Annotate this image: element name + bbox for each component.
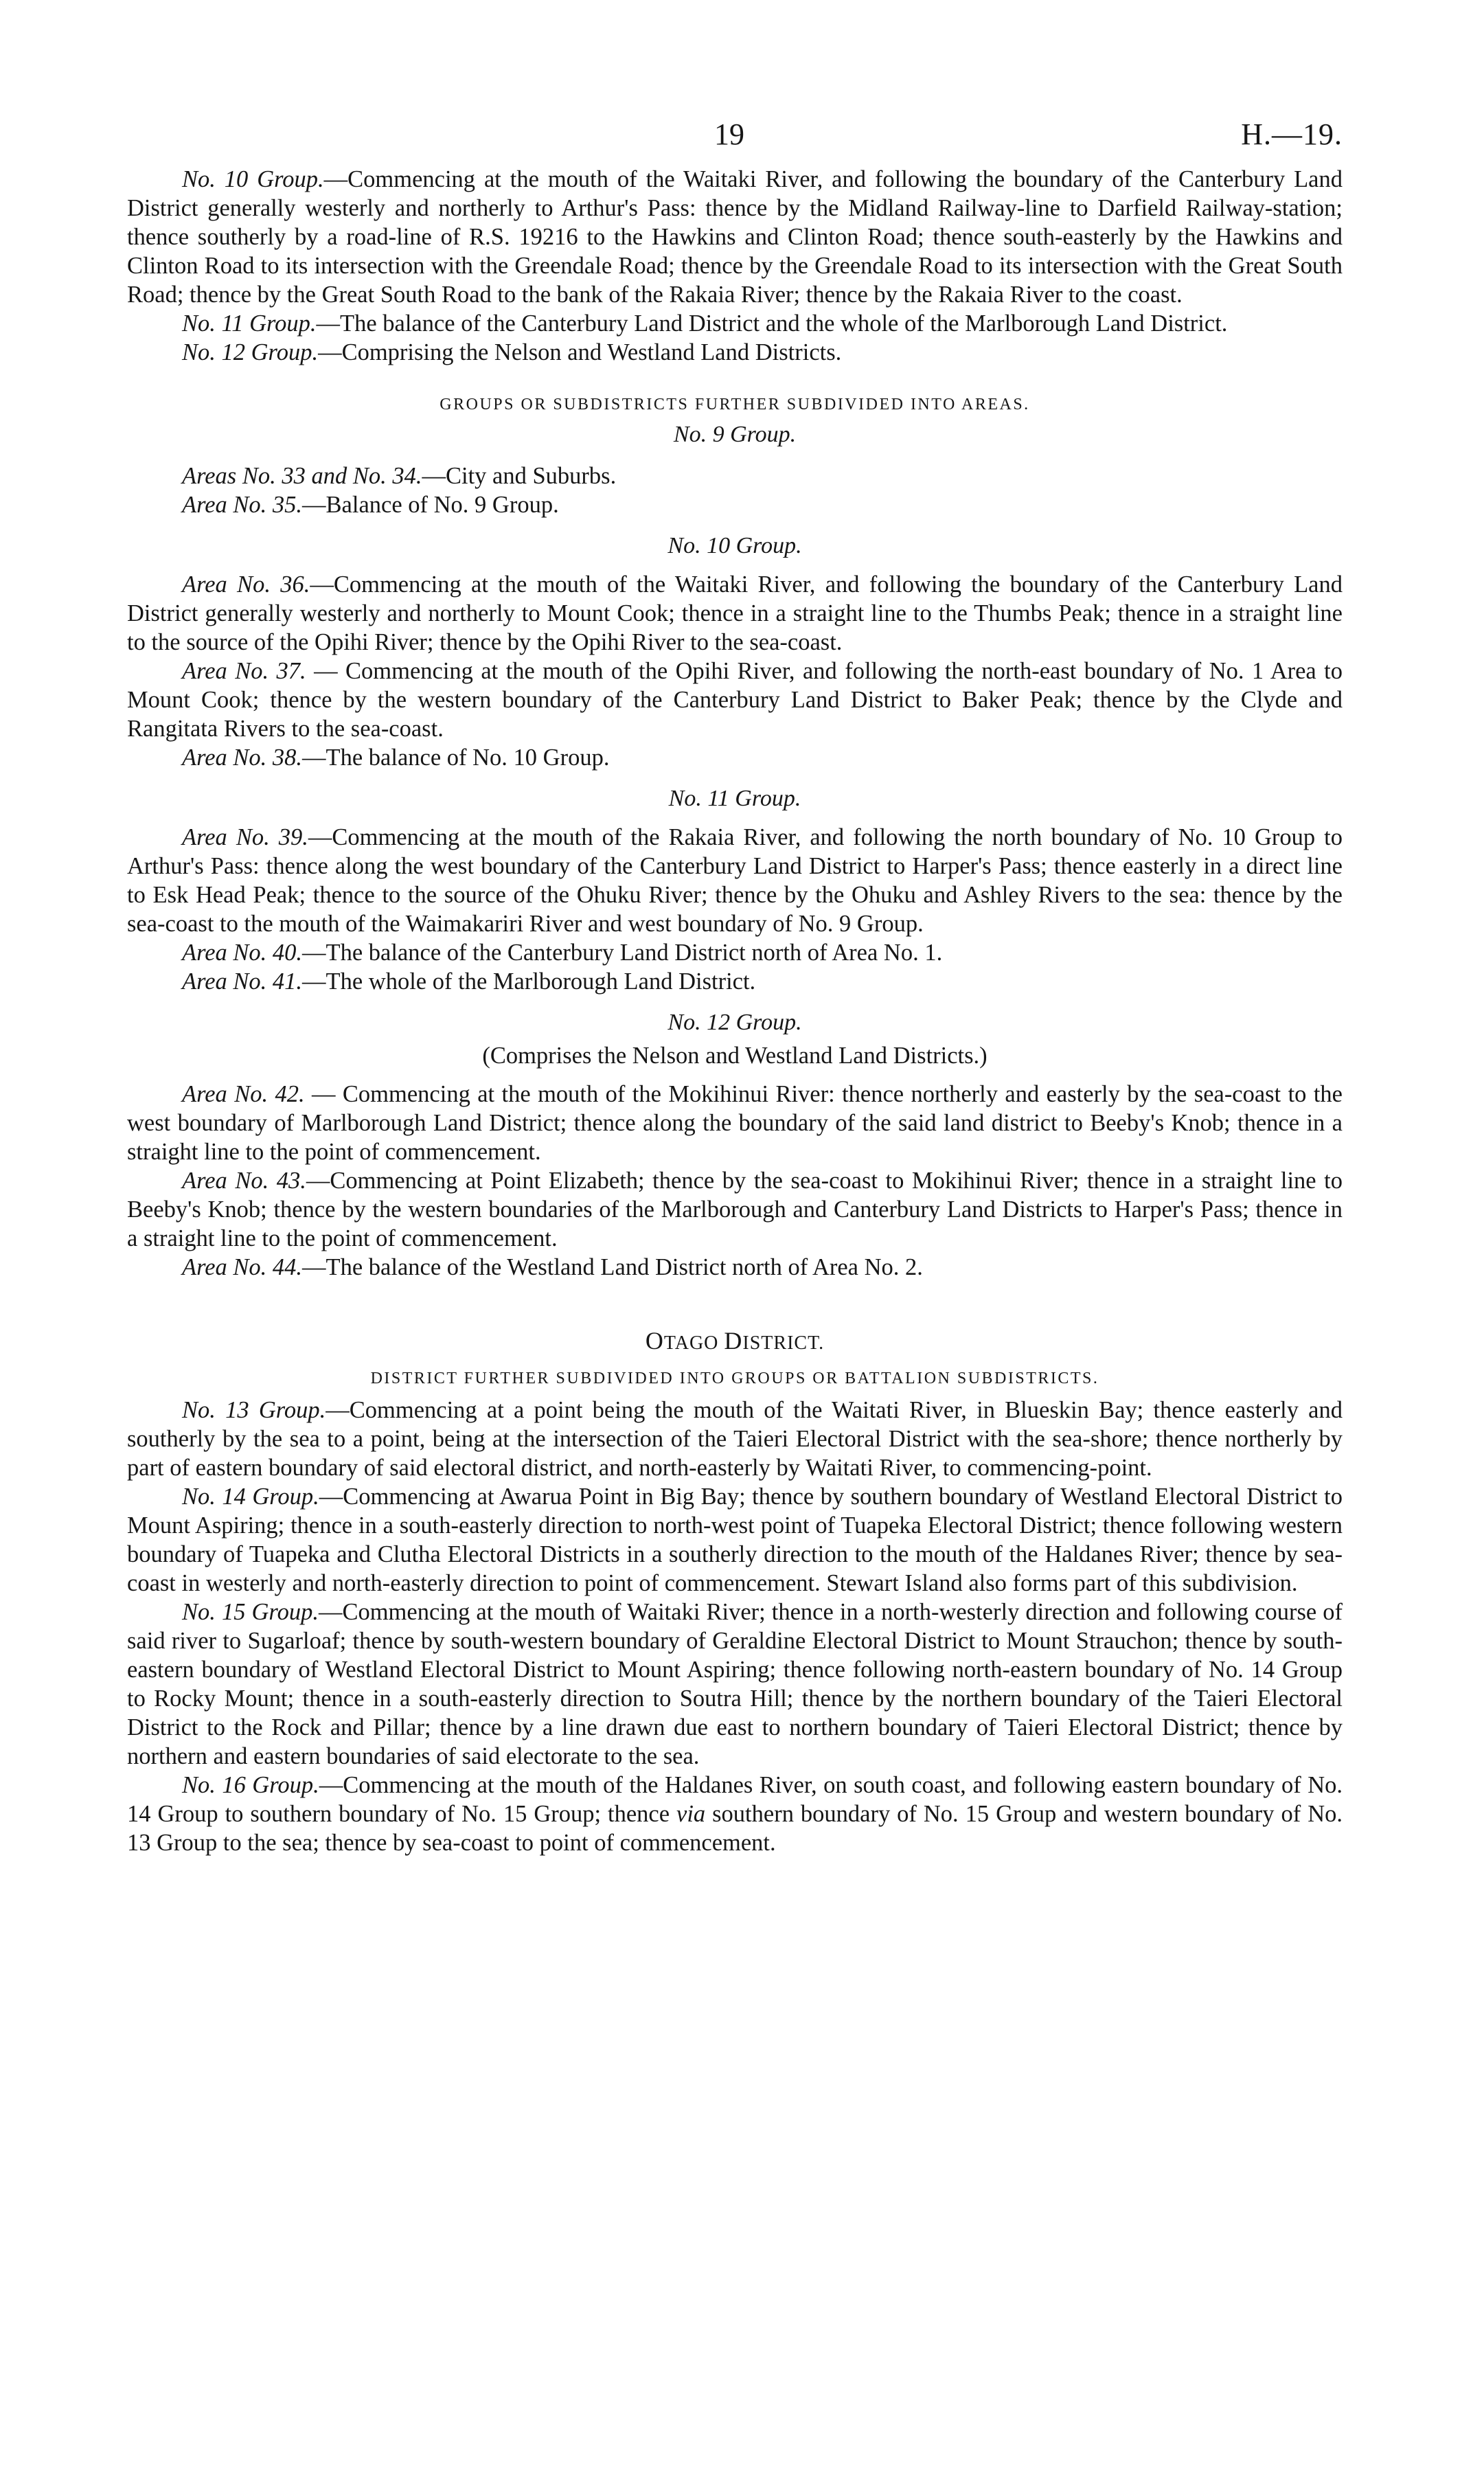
paragraph-text: —Commencing at the mouth of the Waitaki River, and following the boundary of the Canterbury Land District generally westerly and northerly to Arthur's Pass: thence by the Midland Railway-line to Darfield Railway-station; thence southerly by a road-line of R.S. 19216 to the Hawkins and Clinton Road; thence south-easterly by the Hawkins and Clinton Road to its intersection with the Greendale Road; thence by the Greendale Road to its intersection with the Great South Road; thence by the Great South Road to the bank of the Rakaia River; thence by the Rakaia River to the coast.: [127, 166, 1343, 308]
paragraph-area-38: [127, 743, 1343, 772]
paragraph-text: —Commencing at the mouth of the Rakaia River, and following the north boundary of No. 10 Group to Arthur's Pass: thence along the west boundary of the Canterbury Land District to Harper's Pass; thence easterly in a direct line to Esk Head Peak; thence to the source of the Ohuku River; thence by the Ohuku and Ashley Rivers to the sea: thence by the sea-coast to the mouth of the Waimakariri River and west boundary of No. 9 Group.: [127, 824, 1343, 937]
paragraph-text: — Commencing at the mouth of the Mokihinui River: thence northerly and easterly by the sea-coast to the west boundary of Marlborough Land District; thence along the boundary of the said land district to Beeby's Knob; thence in a straight line to the point of commencement.: [127, 1081, 1343, 1165]
paragraph-area-44: [127, 1253, 1343, 1282]
paragraph-lead: Area No. 36.: [182, 571, 310, 598]
canterbury-groups: [127, 165, 1343, 367]
paragraph-area-41: [127, 967, 1343, 996]
paragraph-text: —The balance of the Canterbury Land District and the whole of the Marlborough Land District.: [316, 310, 1228, 337]
paragraph-lead: No. 14 Group.: [182, 1484, 319, 1510]
group-subtitle-12: (Comprises the Nelson and Westland Land Districts.): [482, 1043, 988, 1069]
paragraph-lead: No. 11 Group.: [182, 310, 317, 337]
paragraph-text: —Commencing at Awarua Point in Big Bay; thence by southern boundary of Westland Electoral District to Mount Aspiring; thence in a south-easterly direction to north-west point of Tuapeka Electoral District; thence following western boundary of Tuapeka and Clutha Electoral Districts in a southerly direction to the mouth of the Haldanes River; thence by sea-coast in westerly and north-easterly direction to point of commencement. Stewart Island also forms part of this subdivision.: [127, 1484, 1343, 1596]
paragraph-text: —The balance of the Canterbury Land District north of Area No. 1.: [302, 940, 943, 966]
paragraph-area-37: [127, 657, 1343, 743]
paragraph-text: —The balance of the Westland Land District north of Area No. 2.: [302, 1254, 923, 1280]
paragraph-area-43: [127, 1166, 1343, 1253]
paragraph-text: —The whole of the Marlborough Land District.: [302, 968, 756, 995]
paragraph-lead: Area No. 38.: [182, 745, 303, 771]
paragraph-lead: Area No. 37.: [182, 658, 306, 684]
paragraph-text: —Balance of No. 9 Group.: [302, 492, 559, 518]
paragraph-lead: No. 13 Group.: [182, 1397, 326, 1423]
paragraph-text: —Commencing at Point Elizabeth; thence by the sea-coast to Mokihinui River; thence in a straight line to Beeby's Knob; thence by the western boundaries of the Marlborough and Canterbury Land Districts to Harper's Pass; thence in a straight line to the point of commencement.: [127, 1168, 1343, 1251]
paragraph-area-42: [127, 1080, 1343, 1166]
paragraph-area-40: [127, 938, 1343, 967]
section-heading-areas: GROUPS OR SUBDISTRICTS FURTHER SUBDIVIDED INTO AREAS.: [440, 396, 1030, 413]
paragraph-text: —Commencing at the mouth of the Waitaki River, and following the boundary of the Canterbury Land District generally westerly and northerly to Mount Cook; thence in a straight line to the Thumbs Peak; thence in a straight line to the source of the Opihi River; thence by the Opihi River to the sea-coast.: [127, 571, 1343, 655]
paragraph-group-16: [127, 1771, 1343, 1857]
document-page: [127, 103, 1343, 1857]
heading-smallcaps: TAGO: [663, 1332, 724, 1354]
group-heading-11: No. 11 Group.: [668, 786, 801, 811]
paragraph-group-10: [127, 165, 1343, 309]
district-subheading: DISTRICT FURTHER SUBDIVIDED INTO GROUPS OR BATTALION SUBDISTRICTS.: [370, 1370, 1099, 1387]
paragraph-text: —City and Suburbs.: [422, 463, 617, 489]
document-reference: H.—19.: [1241, 117, 1343, 151]
paragraph-lead: No. 10 Group.: [182, 166, 324, 192]
heading-initial: O: [645, 1327, 664, 1354]
paragraph-lead: Area No. 40.: [182, 940, 303, 966]
heading-smallcaps: ISTRICT.: [742, 1332, 825, 1354]
paragraph-text: —Commencing at the mouth of Waitaki River; thence in a north-westerly direction and following course of said river to Sugarloaf; thence by south-western boundary of Geraldine Electoral District to Mount Strauchon; thence by south-eastern boundary of Westland Electoral District to Mount Aspiring; thence following north-eastern boundary of No. 14 Group to Rocky Mount; thence in a south-easterly direction to Soutra Hill; thence by the northern boundary of the Taieri Electoral District to the Rock and Pillar; thence by a line drawn due east to northern boundary of Taieri Electoral District; thence by northern and eastern boundaries of said electorate to the sea.: [127, 1599, 1343, 1769]
paragraph-areas-33-34: [127, 462, 1343, 490]
paragraph-lead: No. 12 Group.: [182, 339, 319, 365]
paragraph-text: —Commencing at a point being the mouth of the Waitati River, in Blueskin Bay; thence easterly and southerly by the sea to a point, being at the intersection of the Taieri Electoral District with the sea-shore; thence northerly by part of eastern boundary of said electoral district, and north-easterly by Waitati River, to commencing-point.: [127, 1397, 1343, 1481]
paragraph-text: southern boundary of No. 15 Group and western boundary of No. 13 Group to the sea; thence by sea-coast to point of commencement.: [127, 1801, 1343, 1856]
group-heading-12: No. 12 Group.: [667, 1010, 802, 1035]
heading-initial: D: [724, 1327, 743, 1354]
paragraph-group-15: [127, 1598, 1343, 1771]
paragraph-text: —The balance of No. 10 Group.: [302, 745, 610, 771]
paragraph-lead: Area No. 35.: [182, 492, 303, 518]
page-header: [127, 103, 1343, 165]
paragraph-lead: No. 16 Group.: [182, 1772, 319, 1798]
paragraph-lead: Area No. 44.: [182, 1254, 303, 1280]
paragraph-group-11: [127, 309, 1343, 338]
district-heading-otago: [127, 1326, 1343, 1359]
paragraph-group-12: [127, 338, 1343, 367]
paragraph-area-35: [127, 490, 1343, 519]
group-heading-9: No. 9 Group.: [673, 422, 797, 447]
paragraph-area-36: [127, 570, 1343, 657]
paragraph-lead: Area No. 39.: [182, 824, 308, 850]
paragraph-lead: Areas No. 33 and No. 34.: [182, 463, 422, 489]
paragraph-text: — Commencing at the mouth of the Opihi River, and following the north-east boundary of No. 1 Area to Mount Cook; thence by the western boundary of the Canterbury Land District to Baker Peak; thence by the Clyde and Rangitata Rivers to the sea-coast.: [127, 658, 1343, 742]
paragraph-lead: No. 15 Group.: [182, 1599, 319, 1625]
paragraph-group-14: [127, 1482, 1343, 1598]
paragraph-lead: Area No. 41.: [182, 968, 303, 995]
paragraph-italic-via: via: [676, 1801, 706, 1827]
paragraph-lead: Area No. 42.: [182, 1081, 305, 1107]
paragraph-text: —Commencing at the mouth of the Haldanes River, on south coast, and following eastern boundary of No. 14 Group to southern boundary of No. 15 Group; thence: [127, 1772, 1343, 1827]
page-number: 19: [714, 117, 744, 151]
paragraph-group-13: [127, 1396, 1343, 1482]
group-heading-10: No. 10 Group.: [667, 533, 802, 558]
paragraph-area-39: [127, 823, 1343, 938]
paragraph-text: —Comprising the Nelson and Westland Land Districts.: [318, 339, 842, 365]
paragraph-lead: Area No. 43.: [182, 1168, 306, 1194]
